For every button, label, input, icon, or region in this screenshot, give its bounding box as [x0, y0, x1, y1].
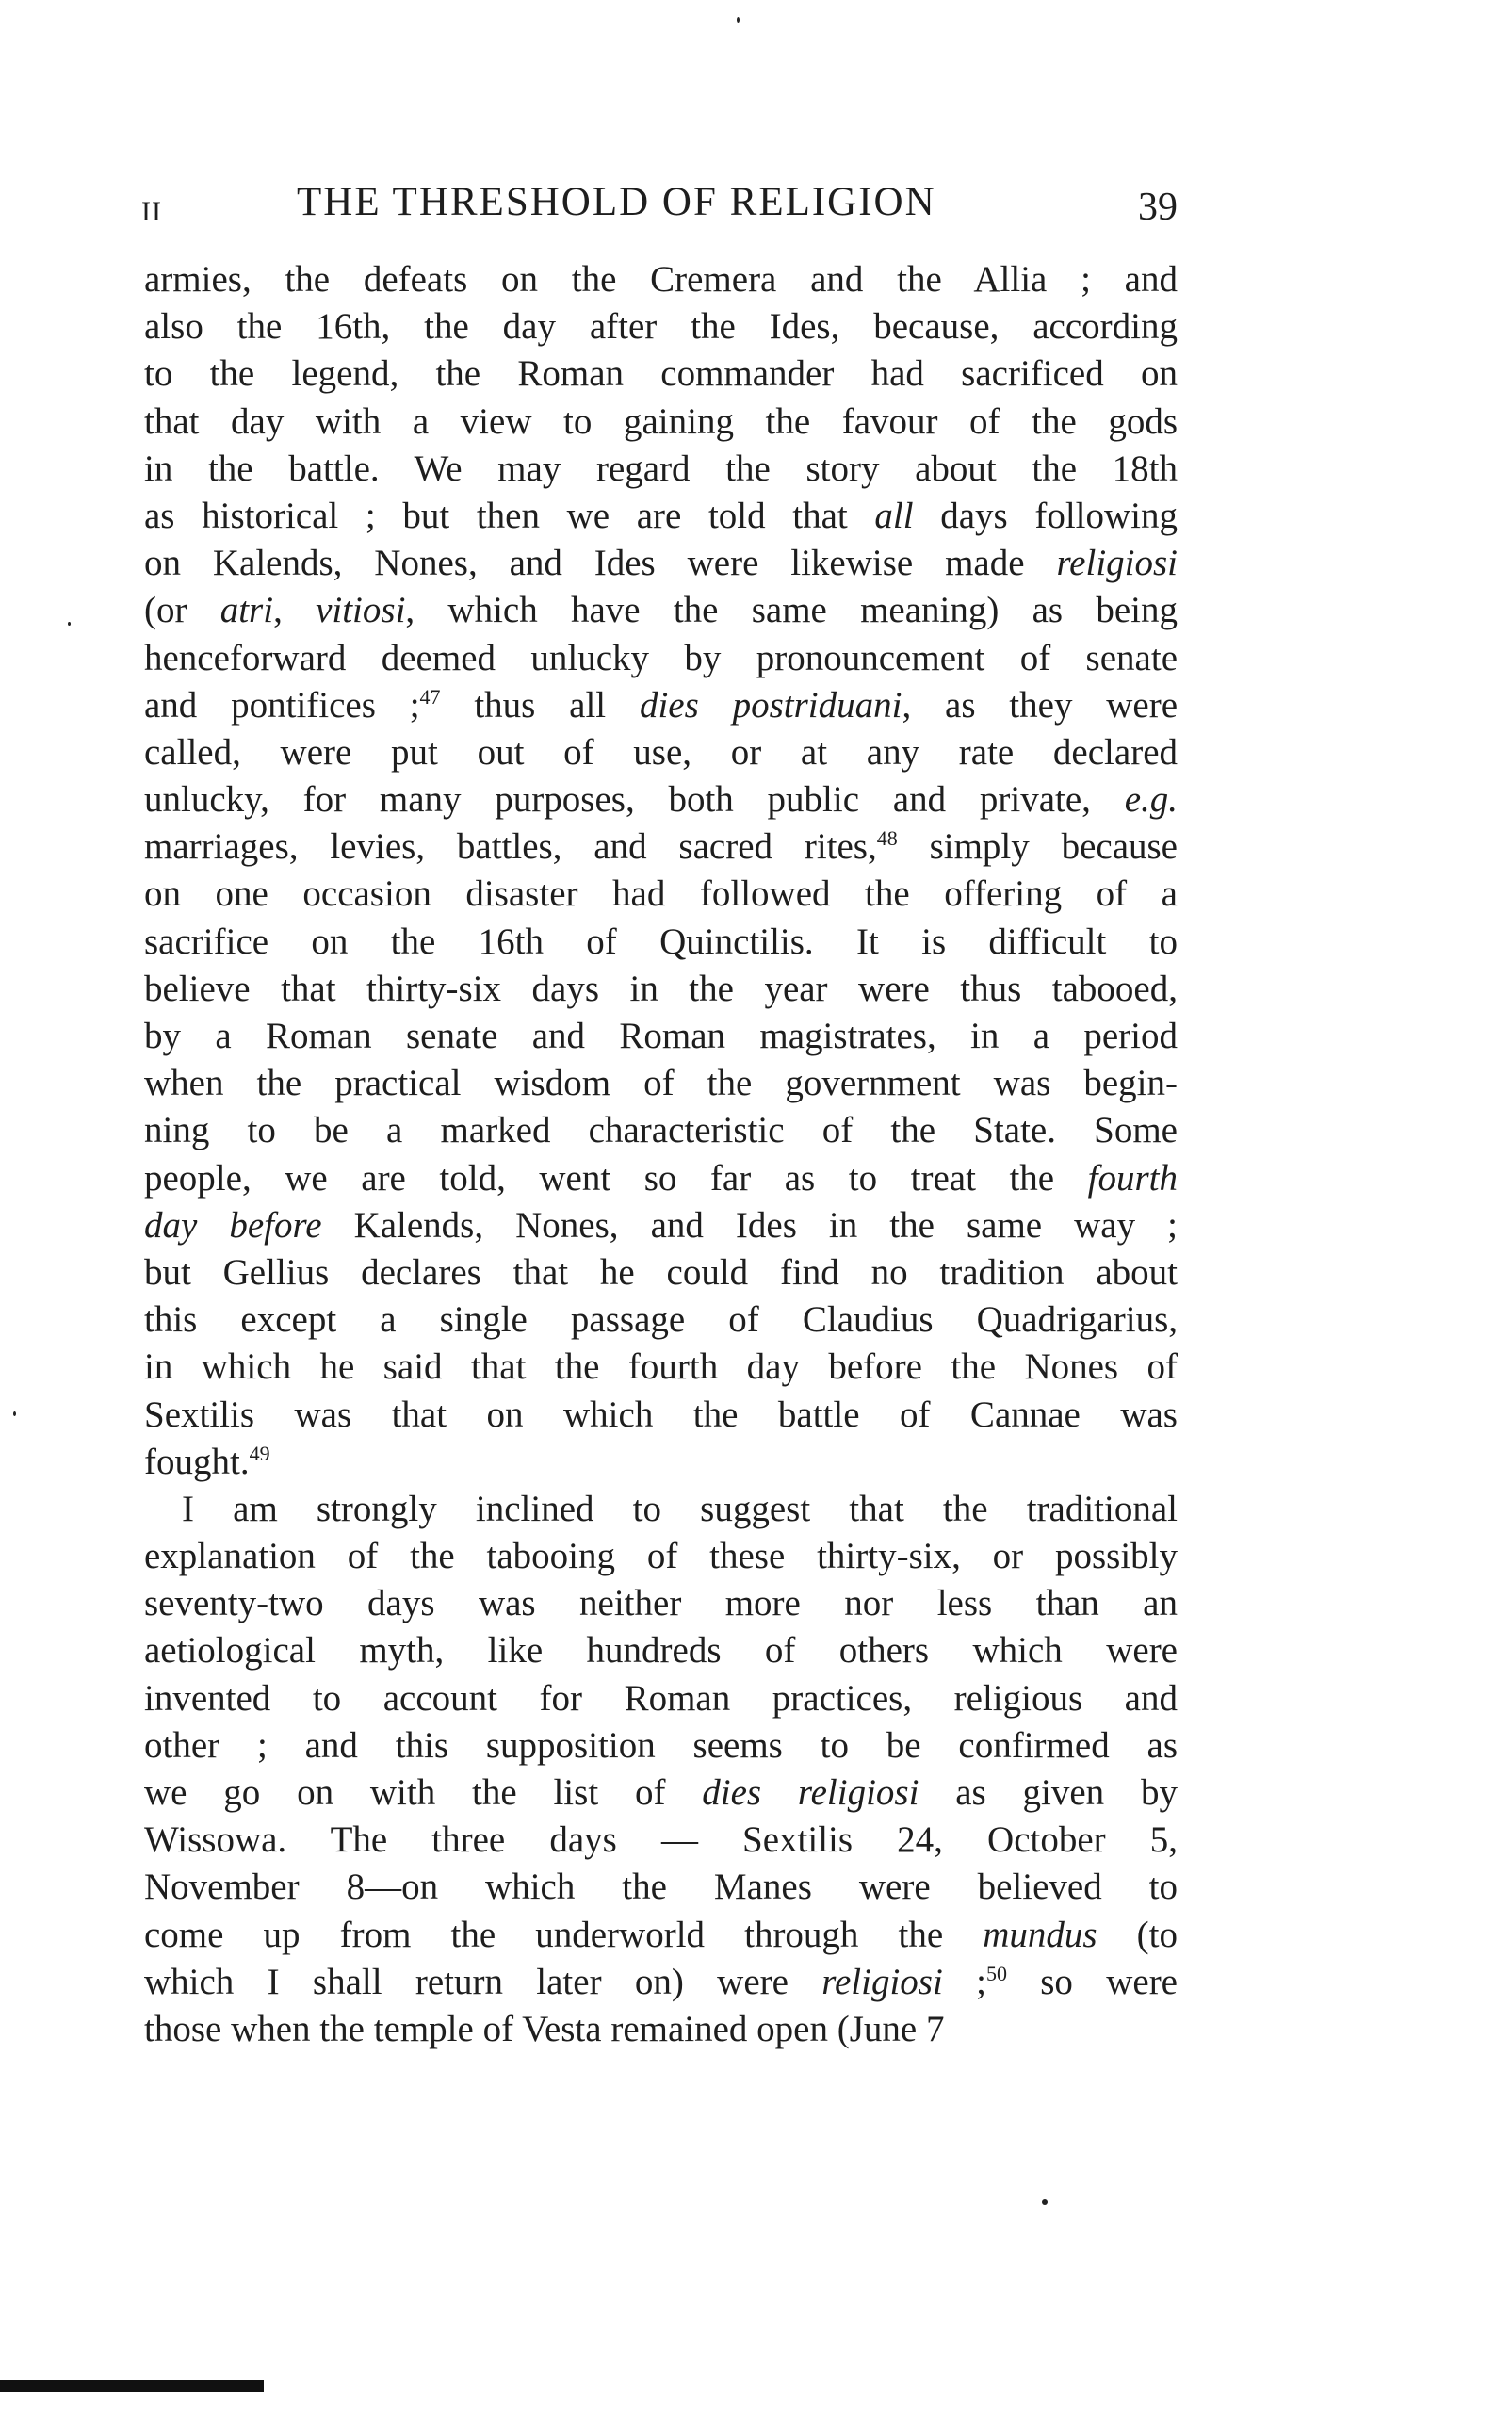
text-line — [144, 1722, 1178, 1770]
text-run: unlucky, for many purposes, both public and private, — [144, 779, 1125, 821]
footnote-marker: 50 — [985, 1961, 1007, 1985]
text-line — [144, 1486, 1178, 1533]
text-run: (to — [1097, 1914, 1178, 1955]
text-line — [144, 1297, 1178, 1344]
text-run: by a Roman senate and Roman magistrates, in a period — [144, 1016, 1178, 1056]
footnote-marker: 47 — [419, 684, 441, 709]
text-run: in the battle. We may regard the story about the 18th — [144, 448, 1178, 489]
text-line — [144, 540, 1178, 587]
text-run: on one occasion disaster had followed the offering of a — [144, 873, 1178, 915]
text-line — [144, 682, 1178, 729]
text-line — [144, 1912, 1178, 1959]
text-run: on Kalends, Nones, and Ides were likewise made — [144, 543, 1057, 584]
text-run: believe that thirty-six days in the year were thus tabooed, — [144, 968, 1178, 1009]
text-line — [144, 1533, 1178, 1580]
text-run: so were — [1006, 1961, 1178, 2002]
text-line — [144, 1959, 1178, 2006]
chapter-numeral: II — [141, 196, 162, 227]
text-line — [144, 587, 1178, 634]
text-line — [144, 729, 1178, 776]
text-run: henceforward deemed unlucky by pronouncement of senate — [144, 637, 1178, 678]
body-text — [144, 256, 1178, 2053]
text-run: , — [273, 590, 317, 631]
text-run: but Gellius declares that he could find no tradition about — [144, 1251, 1178, 1293]
text-line — [144, 1202, 1178, 1249]
text-line — [144, 1107, 1178, 1154]
text-run: in which he said that the fourth day before the Nones of — [144, 1346, 1178, 1388]
text-run: I am strongly inclined to suggest that the traditional — [182, 1488, 1178, 1529]
text-run: thus all — [440, 684, 640, 726]
scan-edge-bar — [0, 2380, 264, 2392]
text-line — [144, 1439, 1178, 1486]
text-run: fought. — [144, 1441, 250, 1482]
text-line — [144, 1249, 1178, 1297]
text-run: days following — [913, 495, 1178, 536]
text-run: Kalends, Nones, and Ides in the same way ; — [321, 1204, 1178, 1246]
italic-text: all — [874, 495, 914, 536]
text-run: sacrifice on the 16th of Quinctilis. It is difficult to — [144, 921, 1178, 962]
text-line — [144, 871, 1178, 918]
text-line — [144, 303, 1178, 351]
italic-text: dies postriduani — [639, 684, 902, 726]
text-line — [144, 493, 1178, 540]
text-run: when the practical wisdom of the government was begin- — [144, 1063, 1178, 1104]
italic-text: day before — [144, 1204, 322, 1246]
text-run: to the legend, the Roman commander had sacrificed on — [144, 353, 1178, 395]
text-run: armies, the defeats on the Cremera and the Allia ; and — [144, 259, 1178, 300]
text-run: as historical ; but then we are told that — [144, 495, 875, 536]
italic-text: dies religiosi — [702, 1772, 919, 1813]
text-run: come up from the underworld through the — [144, 1914, 984, 1955]
text-run: this except a single passage of Claudius Quadrigarius, — [144, 1299, 1178, 1341]
italic-text: e.g. — [1124, 779, 1178, 821]
text-line — [144, 1817, 1178, 1864]
ink-speck — [737, 17, 740, 23]
running-header — [141, 179, 1178, 236]
text-run: and pontifices ; — [144, 684, 420, 726]
text-line — [144, 1770, 1178, 1817]
italic-text: vitiosi — [316, 590, 406, 631]
text-line — [144, 635, 1178, 682]
text-run: also the 16th, the day after the Ides, because, according — [144, 306, 1178, 348]
text-line — [144, 1392, 1178, 1439]
running-title: THE THRESHOLD OF RELIGION — [297, 180, 936, 224]
ink-speck — [1042, 2199, 1048, 2205]
ink-speck — [68, 622, 71, 626]
text-line — [144, 1344, 1178, 1391]
text-run: as given by — [919, 1772, 1178, 1813]
footnote-marker: 48 — [876, 826, 898, 851]
text-run: people, we are told, went so far as to treat the — [144, 1157, 1088, 1199]
text-line — [144, 256, 1178, 303]
text-line — [144, 1627, 1178, 1674]
page-number: 39 — [1138, 186, 1178, 229]
ink-speck — [13, 1411, 16, 1416]
text-line — [144, 446, 1178, 493]
text-run: which I shall return later on) were — [144, 1961, 822, 2002]
text-run: Sextilis was that on which the battle of Cannae was — [144, 1394, 1178, 1435]
footnote-marker: 49 — [249, 1441, 270, 1465]
text-line — [144, 966, 1178, 1013]
italic-text: fourth — [1087, 1157, 1178, 1199]
text-run: Wissowa. The three days — Sextilis 24, October 5, — [144, 1819, 1178, 1861]
italic-text: atri — [219, 590, 274, 631]
text-run: (or — [144, 590, 220, 631]
text-run: ; — [942, 1961, 986, 2002]
text-line — [144, 776, 1178, 824]
text-run: we go on with the list of — [144, 1772, 703, 1813]
text-run: , as they were — [902, 684, 1178, 726]
text-run: ning to be a marked characteristic of the State. Some — [144, 1110, 1178, 1151]
text-run: those when the temple of Vesta remained open (June 7 — [144, 2008, 945, 2049]
text-run: other ; and this supposition seems to be confirmed as — [144, 1724, 1178, 1766]
text-line — [144, 919, 1178, 966]
text-line — [144, 351, 1178, 398]
text-run: marriages, levies, battles, and sacred rites, — [144, 826, 877, 868]
italic-text: religiosi — [1056, 543, 1178, 584]
text-run: simply because — [897, 826, 1178, 868]
text-run: called, were put out of use, or at any rate declared — [144, 731, 1178, 773]
text-run: seventy-two days was neither more nor less than an — [144, 1583, 1178, 1624]
italic-text: mundus — [983, 1914, 1097, 1955]
text-line — [144, 1864, 1178, 1911]
text-line — [144, 824, 1178, 871]
text-line — [144, 2006, 1178, 2053]
text-line — [144, 1580, 1178, 1627]
text-line — [144, 1675, 1178, 1722]
text-line — [144, 1013, 1178, 1060]
text-run: aetiological myth, like hundreds of others which were — [144, 1630, 1178, 1672]
text-run: November 8—on which the Manes were believed to — [144, 1867, 1178, 1908]
text-line — [144, 399, 1178, 446]
text-run: , which have the same meaning) as being — [405, 590, 1178, 631]
text-run: that day with a view to gaining the favour of the gods — [144, 400, 1178, 442]
text-line — [144, 1155, 1178, 1202]
text-line — [144, 1060, 1178, 1107]
text-run: explanation of the tabooing of these thirty-six, or possibly — [144, 1536, 1178, 1577]
italic-text: religiosi — [821, 1961, 943, 2002]
text-run: invented to account for Roman practices, religious and — [144, 1677, 1178, 1719]
